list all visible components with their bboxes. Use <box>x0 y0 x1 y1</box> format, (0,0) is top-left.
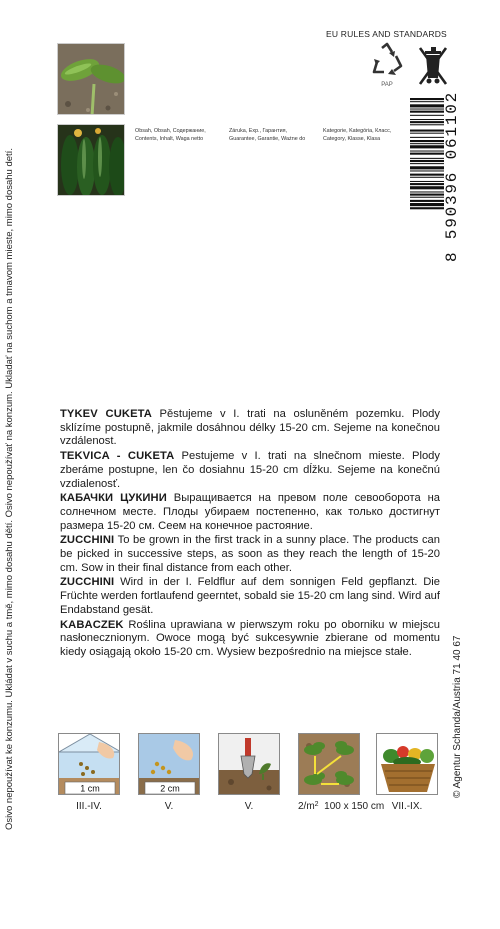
barcode-bar <box>410 177 444 178</box>
barcode-bar <box>410 207 444 209</box>
paragraph-body: Pestujeme v I. trati na slnečnom mieste. Plody zberáme postupne, len čo dosiahnu 15-20 cm dĺžku. Sejeme na konečnú vzdialenosť. <box>60 450 440 490</box>
copyright-text: © Agentur Schanda/Austria 71 40 67 <box>452 635 463 798</box>
step-spacing-picture <box>298 733 360 795</box>
paragraph-heading: ZUCCHINI <box>60 576 115 589</box>
paragraph-heading: TYKEV CUKETA <box>60 408 152 420</box>
recycle-icon <box>370 42 404 78</box>
spacing-caption-prefix: 2/m <box>298 801 315 812</box>
paragraph-heading: TEKVICA - CUKETA <box>60 450 175 463</box>
barcode-bar <box>410 158 444 159</box>
paragraph-body: Roślina uprawiana w pierwszym roku po oborniku w miejscu nasłonecznionym. Owoce mogą być sukcesywnie zbierane od momentu kiedy osiągają około 15-20 cm. Wysiew bezpośrednio na miejsce stałe. <box>60 618 440 658</box>
barcode-bar <box>410 143 444 144</box>
barcode-bar <box>410 153 444 155</box>
barcode-bar <box>410 111 444 113</box>
barcode-bar <box>410 104 444 107</box>
barcode-bar <box>410 121 444 123</box>
description-paragraph <box>60 408 440 449</box>
spacing-caption-suffix: 100 x 150 cm <box>318 801 385 812</box>
barcode-bar <box>410 170 444 171</box>
barcode-bar <box>410 145 444 148</box>
step-harvest-picture <box>376 733 438 795</box>
description-paragraph <box>60 576 440 617</box>
barcode-bar <box>410 98 444 100</box>
step-harvest <box>376 733 438 812</box>
description-paragraph <box>60 450 440 491</box>
barcode-bar <box>410 101 444 102</box>
paragraph-heading: ZUCCHINI <box>60 534 115 547</box>
zucchini-illustration <box>58 125 125 196</box>
barcode-bar <box>410 191 444 192</box>
step-sowing-outdoor <box>138 733 200 812</box>
barcode-bar <box>410 160 444 162</box>
outdoor-sowing-icon <box>139 734 200 795</box>
barcode-bar <box>410 166 444 169</box>
barcode-bar <box>410 197 444 198</box>
step-planting-picture <box>218 733 280 795</box>
side-storage-note-text: Osivo nepoužívat ke konzumu. Ukládat v suchu a tmě, mimo dosahu dětí. Osivo nepoužívať na konzum. Ukladať na suchom a tmavom mieste, mimo dosahu detí. <box>4 148 15 830</box>
info-contents-line: Contents, Inhalt, Waga netto <box>135 136 204 142</box>
paragraph-body: Pěstujeme v I. trati na osluněném pozemku. Plody sklízíme postupně, jakmile dosáhnou délky 15-20 cm. Sejeme na konečnou vzdálenost. <box>60 408 440 448</box>
barcode-number <box>442 90 462 272</box>
step-caption: V. <box>164 801 174 812</box>
info-contents <box>135 127 227 143</box>
barcode-bar <box>410 186 444 189</box>
barcode-bar <box>410 163 444 164</box>
paragraph-heading: КАБАЧКИ ЦУКИНИ <box>60 492 167 505</box>
pap-label: PAP <box>381 82 393 88</box>
description-paragraph <box>60 492 440 533</box>
growing-steps <box>58 733 442 823</box>
barcode-bar <box>410 181 444 182</box>
step-caption: V. <box>244 801 254 812</box>
step-sowing-indoor <box>58 733 120 812</box>
barcode-bar <box>410 174 444 176</box>
greenhouse-sowing-icon <box>59 734 120 795</box>
spacing-caption-sup: 2 <box>314 801 319 808</box>
info-guarantee-line: Záruka, Exp., Гарантия, <box>229 128 288 134</box>
info-guarantee <box>229 127 321 143</box>
barcode-bar <box>410 200 444 202</box>
barcode-bar <box>410 137 444 138</box>
paragraph-body: To be grown in the first track in a sunny place. The products can be picked in successive steps, as soon as they reach the length of 15-20 cm. Sow in their final distance from each other. <box>60 534 440 574</box>
paragraph-body: Wird in der I. Feldflur auf dem sonnigen Feld gepflanzt. Die Früchte werden fortlaufend geerntet, sobald sie 15-20 cm lang sind. Wird auf Endabstand gesät. <box>60 576 440 616</box>
step-caption: VII.-IX. <box>391 801 423 812</box>
info-category <box>323 127 415 143</box>
info-category-line: Category, Klasse, Klasa <box>323 136 381 142</box>
plant-spacing-icon <box>299 734 360 795</box>
barcode-number-text: 8 590396 061102 <box>443 90 461 262</box>
info-contents-line: Obsah, Obsah, Содержание, <box>135 128 206 134</box>
zucchini-photo <box>57 124 125 196</box>
barcode-bar <box>410 119 444 120</box>
barcode-bar <box>410 151 444 152</box>
harvest-basket-icon <box>377 734 438 795</box>
description-paragraph <box>60 534 440 575</box>
paragraph-heading: KABACZEK <box>60 618 124 631</box>
step-sowing-outdoor-picture <box>138 733 200 795</box>
info-guarantee-line: Guarantee, Garantie, Ważne do <box>229 136 306 142</box>
barcode-bar <box>410 140 444 142</box>
side-storage-note <box>2 70 18 830</box>
eu-rules-title: EU RULES AND STANDARDS <box>326 29 447 39</box>
step-depth-label: 1 cm <box>80 783 100 794</box>
description-paragraph <box>60 619 440 660</box>
barcode-bar <box>410 109 444 110</box>
info-category-line: Kategorie, Kategória, Класс, <box>323 128 392 134</box>
barcode-bar <box>410 194 444 196</box>
description-block <box>60 408 440 661</box>
step-spacing <box>298 733 385 812</box>
seedling-illustration <box>58 44 125 115</box>
barcode-bar <box>410 133 444 134</box>
barcode-bar <box>410 115 444 116</box>
step-sowing-indoor-picture <box>58 733 120 795</box>
step-planting <box>218 733 280 812</box>
seedling-photo <box>57 43 125 115</box>
step-caption <box>298 801 385 812</box>
planting-trowel-icon <box>219 734 280 795</box>
barcode-bar <box>410 124 444 125</box>
step-caption: III.-IV. <box>76 801 102 812</box>
barcode-bar <box>410 183 444 185</box>
barcode-bar <box>410 203 444 206</box>
step-depth-label: 2 cm <box>160 783 180 794</box>
barcode-bar <box>410 130 444 132</box>
paragraph-body: Выращивается на превом поле севооборота на солнечном месте. Плоды убираем постепенно, как только достигнут размера 15-20 см. Сеем на конечное растояние. <box>60 492 440 532</box>
copyright-note <box>450 600 466 798</box>
